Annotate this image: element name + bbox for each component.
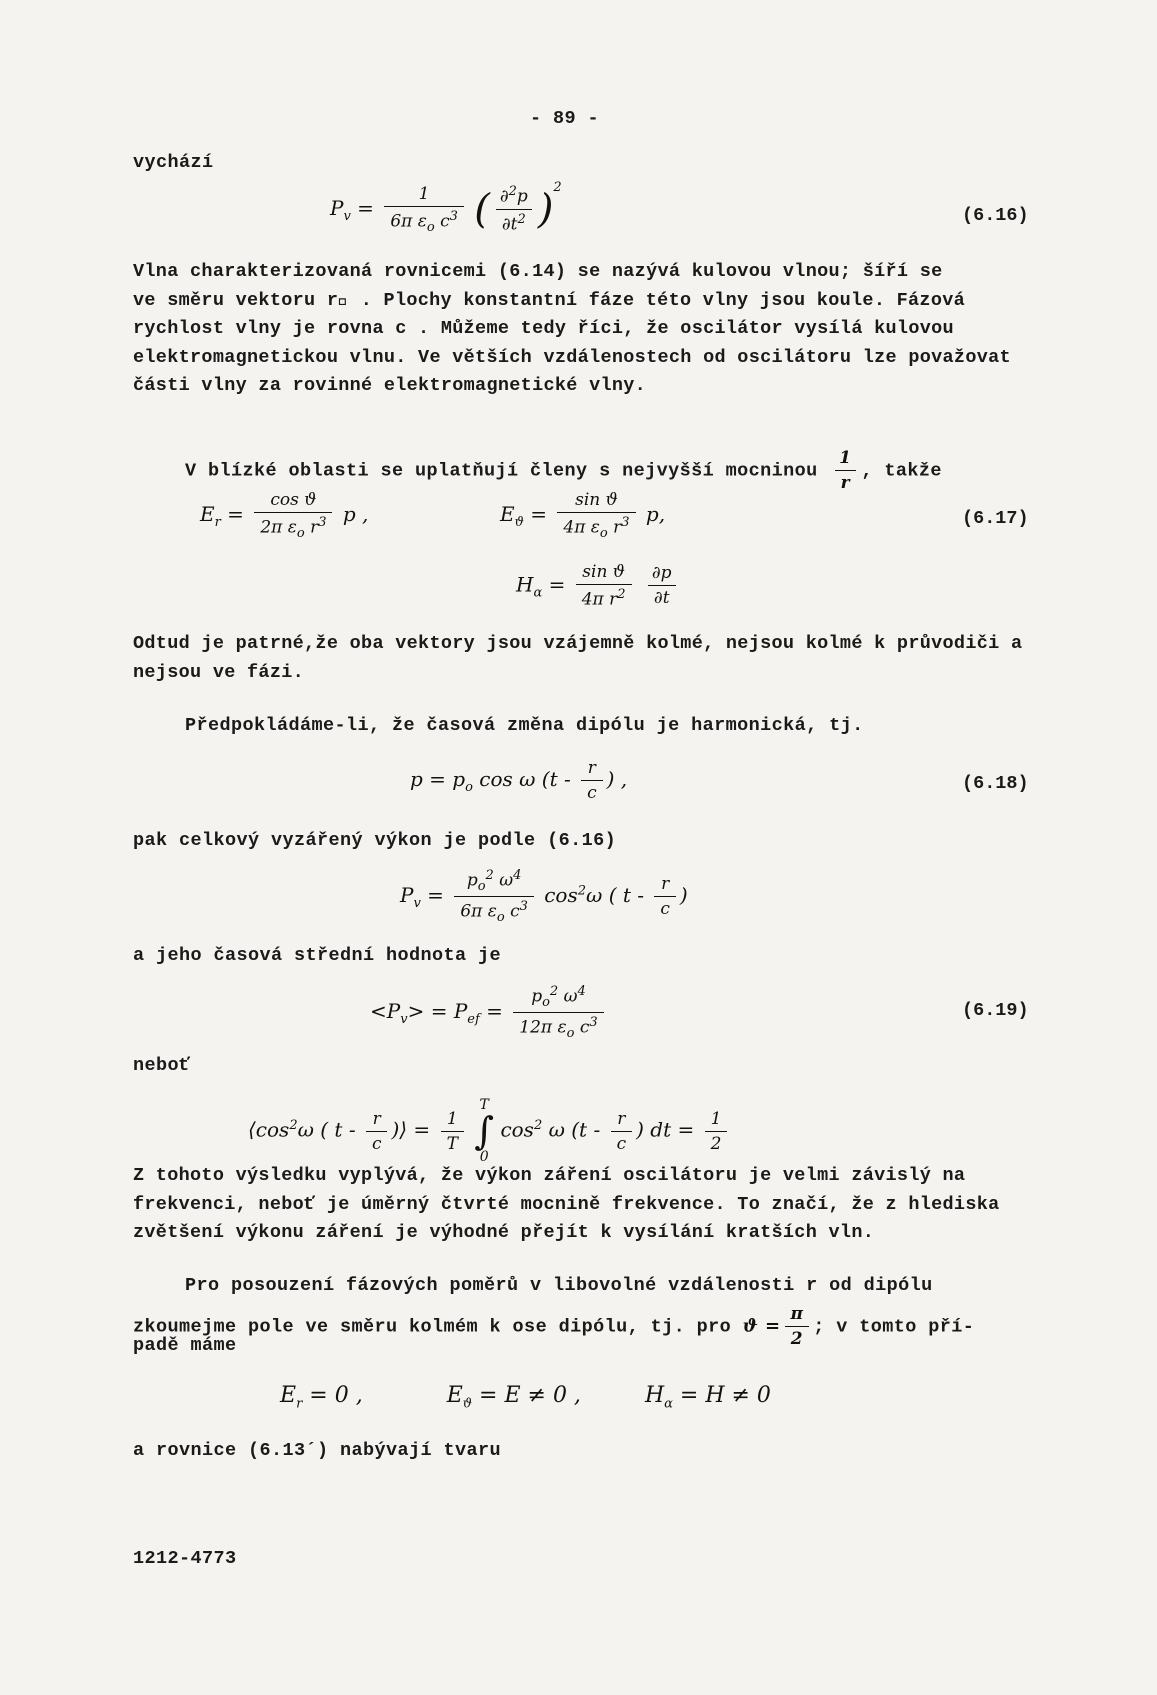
equation-6-17-h: $H_\alpha$ = $\frac{\text{sin ϑ}}{4\pi r^2}$ $\frac{\partial p}{\partial t}$	[516, 562, 682, 610]
text-line: zvětšení výkonu záření je výhodné přejít k vysílání kratších vln.	[133, 1222, 875, 1243]
equation-field-components: $E_r = 0$ , $E_ϑ = E \ne 0$ , $H_\alpha = H \ne 0$	[280, 1383, 771, 1412]
equation-time-average: $⟨\cos^2\omega$ ( t - $\frac{r}{c}$ )⟩ = $\frac{1}{T}$ T ∫ 0 $\cos^2 \omega$ (t - $\frac{r}{c}$ ) dt = $\frac{1}{2}$	[248, 1098, 731, 1164]
text-line: Z tohoto výsledku vyplývá, že výkon záření oscilátoru je velmi závislý na	[133, 1165, 966, 1186]
paragraph-phase-line3: padě máme	[133, 1335, 237, 1356]
text-line: nejsou ve fázi.	[133, 661, 305, 683]
equation-number-6-17: (6.17)	[962, 508, 1029, 529]
paragraph-result	[133, 1162, 1093, 1248]
text-nebot: neboť	[133, 1055, 191, 1076]
equation-6-16: $P_v$ = $\frac{1}{6\pi \varepsilon_o c^3}$ ( $\frac{\partial^2p}{\partial t^2}$ )$^2$	[330, 180, 562, 236]
equation-6-17-er: $E_r$ = $\frac{\text{cos ϑ}}{2\pi \varepsilon_o r^3}$ p ,	[200, 490, 369, 542]
text-line: frekvenci, neboť je úměrný čtvrté mocnině frekvence. To značí, že z hlediska	[133, 1193, 1000, 1215]
text-line: části vlny za rovinné elektromagnetické vlny.	[133, 375, 647, 396]
footer-code: 1212-4773	[133, 1548, 237, 1569]
text-line: rychlost vlny je rovna c . Můžeme tedy říci, že oscilátor vysílá kulovou	[133, 318, 954, 339]
equation-number-6-16: (6.16)	[962, 205, 1029, 226]
paragraph-near-field: V blízké oblasti se uplatňují členy s nejvyšší mocninou $\frac{1}{r}$ , takže	[185, 448, 942, 493]
text-vychazi: vychází	[133, 152, 214, 173]
paragraph-equations-form: a rovnice (6.13´) nabývají tvaru	[133, 1440, 502, 1461]
text-line: ve směru vektoru r⃗ . Plochy konstantní fáze této vlny jsou koule. Fázová	[133, 289, 966, 311]
text-line: Vlna charakterizovaná rovnicemi (6.14) se nazývá kulovou vlnou; šíří se	[133, 261, 943, 282]
paragraph-mean-value: a jeho časová střední hodnota je	[133, 945, 502, 966]
paragraph-harmonic: Předpokládáme-li, že časová změna dipólu je harmonická, tj.	[185, 715, 864, 736]
page-number: - 89 -	[530, 108, 600, 129]
equation-radiated-power: $P_v$ = $\frac{p_o^2 \omega^4}{6\pi \varepsilon_o c^3}$ $\cos^2\omega$ ( t - $\frac{r}{c}$ )	[400, 868, 688, 926]
equation-6-19: $<P_v> = P_{ef}$ = $\frac{p_o^2 \omega^4}{12\pi \varepsilon_o c^3}$	[370, 984, 608, 1041]
text-line: elektromagnetickou vlnu. Ve větších vzdálenostech od oscilátoru lze považovat	[133, 346, 1011, 368]
equation-6-17-etheta: $E_ϑ$ = $\frac{\text{sin ϑ}}{4\pi \varepsilon_o r^3}$ p,	[500, 490, 666, 542]
paragraph-total-power: pak celkový vyzářený výkon je podle (6.16)	[133, 830, 617, 851]
equation-6-18: $p = p_o$ cos ω (t - $\frac{r}{c}$ ) ,	[410, 758, 628, 803]
equation-number-6-18: (6.18)	[962, 773, 1029, 794]
paragraph-spherical-wave	[133, 258, 1093, 401]
text-line: Odtud je patrné,že oba vektory jsou vzájemně kolmé, nejsou kolmé k průvodiči a	[133, 633, 1023, 654]
equation-number-6-19: (6.19)	[962, 1000, 1029, 1021]
paragraph-phase-line2: zkoumejme pole ve směru kolmém k ose dipólu, tj. pro ϑ = $\frac{\pi}{2}$ ; v tomto pří-	[133, 1304, 975, 1349]
paragraph-phase-line1: Pro posouzení fázových poměrů v libovolné vzdálenosti r od dipólu	[185, 1275, 933, 1296]
paragraph-vectors	[133, 630, 1093, 687]
